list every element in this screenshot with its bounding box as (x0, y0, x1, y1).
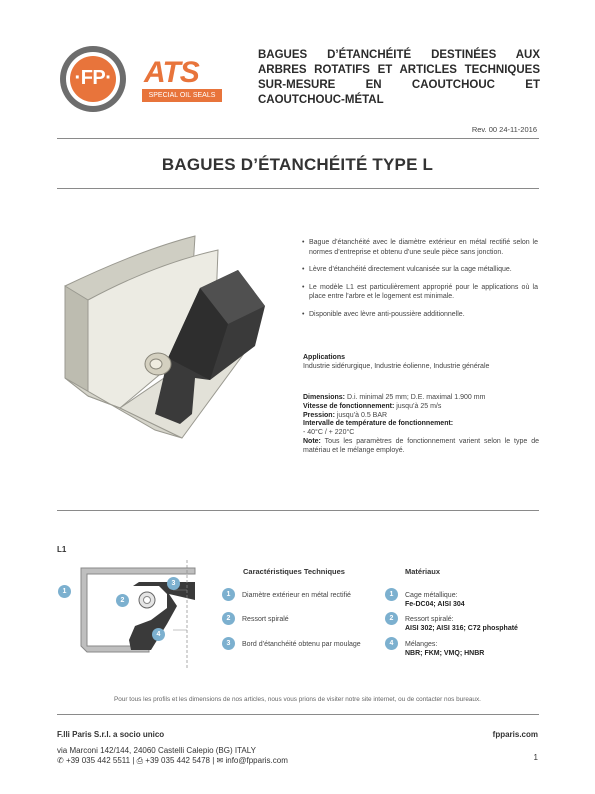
tech-num: 2 (222, 612, 235, 625)
revision: Rev. 00 24-11-2016 (471, 125, 537, 134)
fax-number: +39 035 442 5478 (145, 756, 210, 765)
contact-line (57, 756, 288, 766)
ats-logo (142, 58, 226, 104)
material-label: Cage métallique: (405, 592, 458, 599)
email-link[interactable]: info@fpparis.com (225, 756, 288, 765)
note-value: Tous les paramètres de fonctionnement varient selon le type de matériau et le mélange employé. (303, 437, 539, 454)
pressure-value: jusqu’à 0.5 BAR (334, 411, 388, 419)
fp-logo-text: ·FP· (74, 67, 112, 89)
material-num: 1 (385, 588, 398, 601)
dimensions-label: Dimensions: (303, 394, 346, 401)
material-item (405, 591, 545, 609)
specifications (303, 394, 539, 456)
phone-icon: ✆ (57, 756, 64, 765)
ats-logo-text: ATS (144, 56, 199, 89)
page-title: BAGUES D’ÉTANCHÉITÉ TYPE L (161, 155, 434, 174)
note-label: Note: (303, 437, 321, 445)
callout-2: 2 (116, 594, 129, 607)
ats-tagline: SPECIAL OIL SEALS (148, 92, 216, 99)
material-num: 2 (385, 612, 398, 625)
applications-text: Industrie sidérurgique, Industrie éolienne, Industrie générale (303, 363, 490, 371)
dimensions-value: D.i. minimal 25 mm; D.E. maximal 1.900 mm (345, 394, 486, 401)
divider (57, 510, 539, 511)
company-name: F.lli Paris S.r.l. a socio unico (57, 730, 165, 739)
feature-item: • Bague d’étanchéité avec le diamètre extérieur en métal rectifié selon le normes d’entreprise et obtenu d’une seule pièce sans jonction. (302, 238, 538, 257)
material-value: AISI 302; AISI 316; C72 phosphaté (405, 625, 518, 632)
phone-number: +39 035 442 5511 (65, 756, 131, 765)
footnote: Pour tous les profils et les dimensions de nos articles, nous vous prions de visiter notre site internet, ou de contacter nos bureaux. (114, 696, 481, 703)
fp-logo (60, 46, 126, 112)
tech-item: Bord d’étanchéité obtenu par moulage (242, 641, 361, 648)
callout-1: 1 (58, 585, 71, 598)
pressure-label: Pression: (303, 411, 335, 419)
tech-num: 3 (222, 637, 235, 650)
header-title: BAGUES D’ÉTANCHÉITÉ DESTINÉES AUX ARBRES ROTATIFS ET ARTICLES TECHNIQUES SUR-MESURE EN CAOUTCHOUC ET CAOUTCHOUC-MÉTAL (258, 49, 540, 106)
applications (303, 353, 539, 372)
material-item (405, 615, 545, 633)
tech-item: Ressort spiralé (242, 616, 289, 623)
separator: | (132, 756, 135, 765)
feature-item: • Le modèle L1 est particulièrement approprié pour le applications où la place entre l’arbre et le logement est minimale. (302, 283, 538, 302)
tech-item: Diamètre extérieur en métal rectifié (242, 592, 351, 599)
website-link[interactable]: fpparis.com (492, 730, 538, 739)
feature-list (302, 238, 538, 328)
materials-title: Matériaux (405, 567, 441, 576)
divider (57, 714, 539, 715)
divider (57, 138, 539, 139)
technical-title: Caractéristiques Techniques (243, 567, 345, 576)
address: via Marconi 142/144, 24060 Castelli Calepio (BG) ITALY (57, 746, 256, 755)
temperature-value: - 40°C / + 220°C (303, 429, 355, 437)
speed-label: Vitesse de fonctionnement: (303, 402, 395, 410)
seal-3d-illustration (60, 228, 275, 453)
temperature-label: Intervalle de température de fonctionnement: (303, 420, 454, 428)
callout-3: 3 (167, 577, 180, 590)
material-value: NBR; FKM; VMQ; HNBR (405, 650, 485, 657)
page-number: 1 (533, 753, 538, 762)
divider (57, 188, 539, 189)
material-label: Ressort spiralé: (405, 616, 454, 623)
speed-value: jusqu’à 25 m/s (394, 402, 442, 410)
cross-section-diagram (55, 560, 205, 670)
feature-item: • Disponible avec lèvre anti-poussière additionnelle. (302, 310, 538, 320)
applications-label: Applications (303, 354, 346, 361)
tech-num: 1 (222, 588, 235, 601)
fax-icon: ⎙ (136, 756, 144, 765)
mail-icon: ✉ (216, 756, 224, 765)
separator: | (212, 756, 215, 765)
material-label: Mélanges: (405, 641, 438, 648)
callout-4: 4 (152, 628, 165, 641)
material-item (405, 640, 545, 658)
profile-label: L1 (57, 545, 67, 554)
feature-item: • Lèvre d’étanchéité directement vulcanisée sur la cage métallique. (302, 265, 538, 275)
material-value: Fe-DC04; AISI 304 (405, 601, 465, 608)
material-num: 4 (385, 637, 398, 650)
